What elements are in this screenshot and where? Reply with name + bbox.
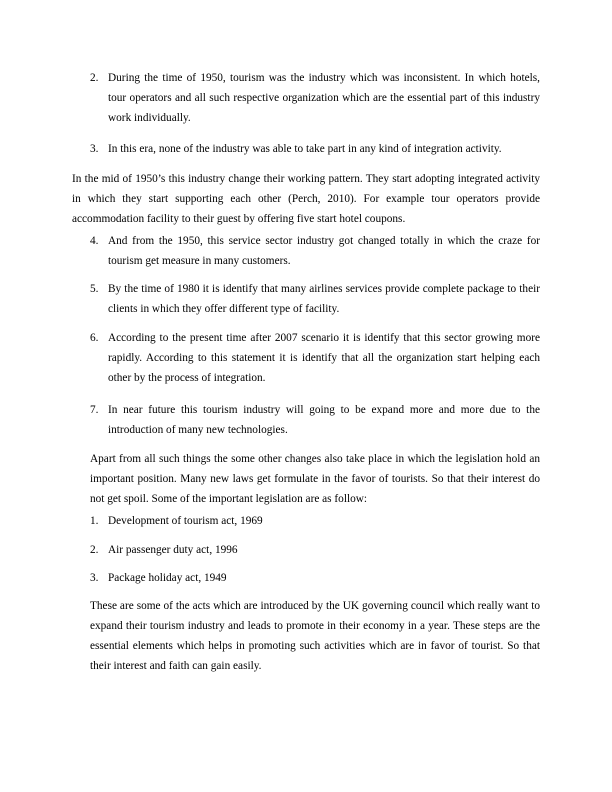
list-item-number: 7. — [90, 404, 99, 416]
list-item-text: According to the present time after 2007 scenario it is identify that this sector growing more rapidly. According to this statement it is identify that all the organization start helping each other by the process of integration. — [108, 332, 540, 384]
list-item-number: 1. — [90, 515, 99, 527]
list-item-text: Air passenger duty act, 1996 — [108, 544, 238, 556]
list-item-text: In near future this tourism industry will going to be expand more and more due to the introduction of many new technologies. — [108, 404, 540, 436]
list-item-number: 2. — [90, 544, 99, 556]
list-item-number: 6. — [90, 332, 99, 344]
list-item-number: 4. — [90, 235, 99, 247]
body-paragraph: In the mid of 1950’s this industry change their working pattern. They start adopting integrated activity in which they start supporting each other (Perch, 2010). For example tour operators provide accommodation facility to their guest by offering five start hotel coupons. — [72, 173, 540, 225]
list-item-number: 3. — [90, 143, 99, 155]
list-item-text: Development of tourism act, 1969 — [108, 515, 263, 527]
list-item-number: 2. — [90, 72, 99, 84]
list-item-text: In this era, none of the industry was able to take part in any kind of integration activity. — [108, 143, 502, 155]
body-paragraph: These are some of the acts which are introduced by the UK governing council which really want to expand their tourism industry and leads to promote in their economy in a year. These steps are the essential elements which helps in promoting such activities which are in favor of tourist. So that their interest and faith can gain easily. — [90, 600, 540, 672]
list-item-text: During the time of 1950, tourism was the industry which was inconsistent. In which hotels, tour operators and all such respective organization which are the essential part of this industry work individually. — [108, 72, 540, 124]
list-item-text: And from the 1950, this service sector industry got changed totally in which the craze for tourism get measure in many customers. — [108, 235, 540, 267]
list-item-number: 3. — [90, 572, 99, 584]
list-item-text: By the time of 1980 it is identify that many airlines services provide complete package to their clients in which they offer different type of facility. — [108, 283, 540, 315]
body-paragraph: Apart from all such things the some other changes also take place in which the legislation hold an important position. Many new laws get formulate in the favor of tourists. So that their interest do not get spoil. Some of the important legislation are as follow: — [90, 453, 540, 505]
list-item-text: Package holiday act, 1949 — [108, 572, 227, 584]
list-item-number: 5. — [90, 283, 99, 295]
